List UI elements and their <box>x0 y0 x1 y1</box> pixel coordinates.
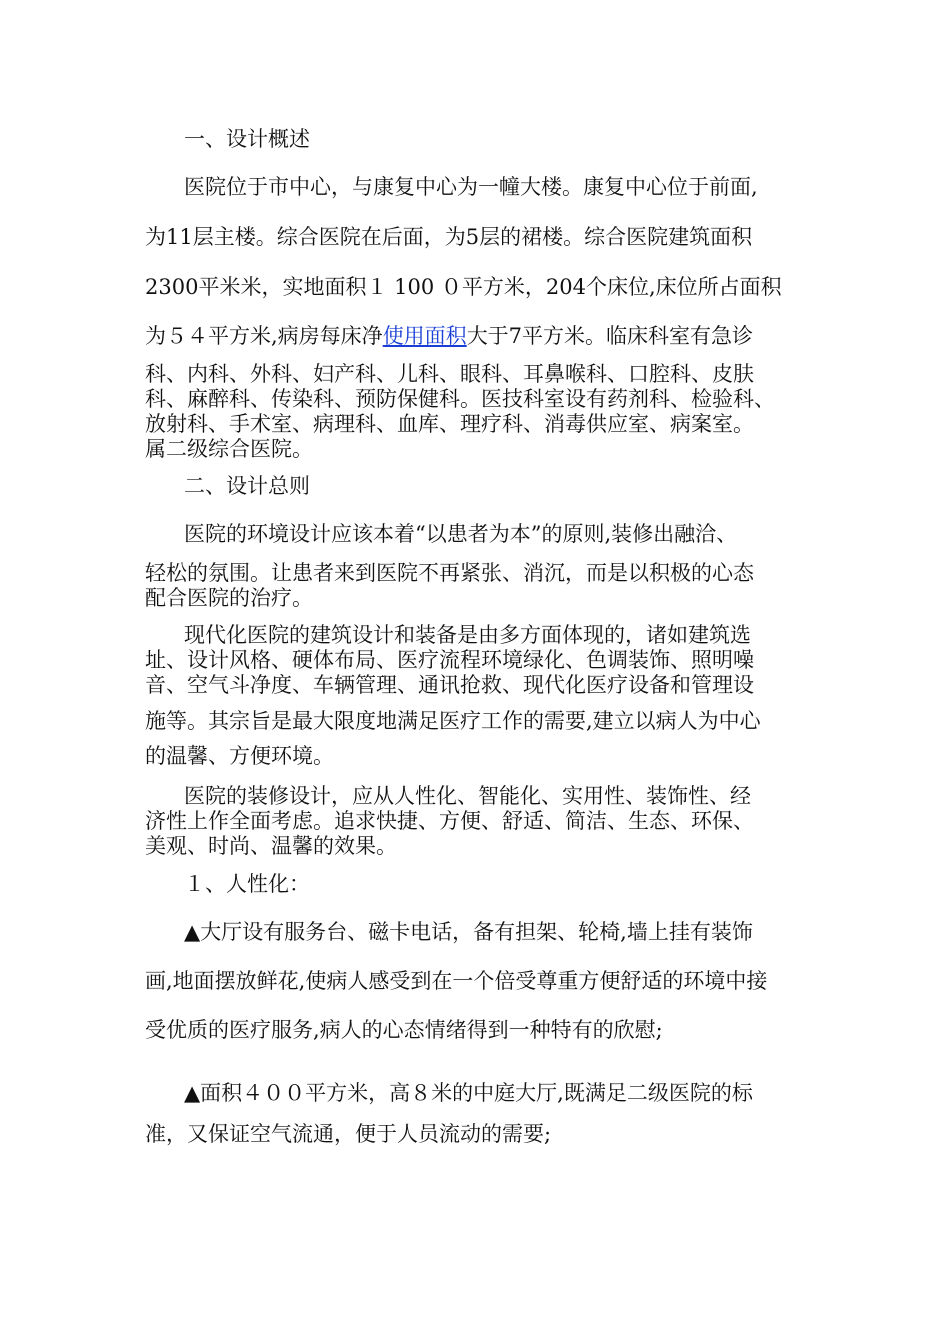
paragraph-line: 2300平米米，实地面积１ 100 ０平方米，204个床位,床位所占面积 <box>145 275 782 299</box>
paragraph-line: 医院的装修设计，应从人性化、智能化、实用性、装饰性、经 <box>184 784 751 808</box>
paragraph-line: 放射科、手术室、病理科、血库、理疗科、消毒供应室、病案室。 <box>145 412 754 436</box>
paragraph-line: 现代化医院的建筑设计和装备是由多方面体现的，诸如建筑选 <box>184 623 751 647</box>
paragraph-text: 为５４平方米,病房每床净 <box>145 324 383 348</box>
paragraph-line: 址、设计风格、硬体布局、医疗流程环境绿化、色调装饰、照明噪 <box>145 648 754 672</box>
section-heading-overview: 一、设计概述 <box>184 127 310 151</box>
sub-heading-humanization: １、人性化： <box>184 872 310 896</box>
paragraph-line: 美观、时尚、温馨的效果。 <box>145 834 397 858</box>
paragraph-line: 济性上作全面考虑。追求快捷、方便、舒适、简洁、生态、环保、 <box>145 809 754 833</box>
usable-area-link[interactable]: 使用面积 <box>382 324 467 348</box>
bullet-paragraph-line: ▲大厅设有服务台、磁卡电话，备有担架、轮椅,墙上挂有装饰 <box>184 920 753 944</box>
paragraph-line: 配合医院的治疗。 <box>145 586 313 610</box>
paragraph-line: 属二级综合医院。 <box>145 437 313 461</box>
paragraph-line: 受优质的医疗服务,病人的心态情绪得到一种特有的欣慰; <box>145 1018 663 1042</box>
paragraph-line: 轻松的氛围。让患者来到医院不再紧张、消沉，而是以积极的心态 <box>145 561 754 585</box>
section-heading-principles: 二、设计总则 <box>184 474 310 498</box>
paragraph-line: 医院位于市中心，与康复中心为一幢大楼。康复中心位于前面, <box>184 175 758 199</box>
paragraph-line: 画,地面摆放鲜花,使病人感受到在一个倍受尊重方便舒适的环境中接 <box>145 969 768 993</box>
paragraph-line: 的温馨、方便环境。 <box>145 744 334 768</box>
paragraph-line <box>145 323 810 349</box>
paragraph-line: 科、内科、外科、妇产科、儿科、眼科、耳鼻喉科、口腔科、皮肤 <box>145 362 754 386</box>
paragraph-line: 为11层主楼。综合医院在后面，为5层的裙楼。综合医院建筑面积 <box>145 225 753 249</box>
paragraph-line: 医院的环境设计应该本着“以患者为本”的原则,装修出融洽、 <box>184 522 738 546</box>
paragraph-line: 科、麻醉科、传染科、预防保健科。医技科室设有药剂科、检验科、 <box>145 387 775 411</box>
paragraph-line: 施等。其宗旨是最大限度地满足医疗工作的需要,建立以病人为中心 <box>145 709 761 733</box>
paragraph-line: 音、空气斗净度、车辆管理、通讯抢救、现代化医疗设备和管理设 <box>145 673 754 697</box>
paragraph-text: 大于7平方米。临床科室有急诊 <box>466 324 754 348</box>
paragraph-line: 准，又保证空气流通，便于人员流动的需要; <box>145 1122 552 1146</box>
bullet-paragraph-line: ▲面积４００平方米，高８米的中庭大厅,既满足二级医院的标 <box>184 1081 753 1105</box>
